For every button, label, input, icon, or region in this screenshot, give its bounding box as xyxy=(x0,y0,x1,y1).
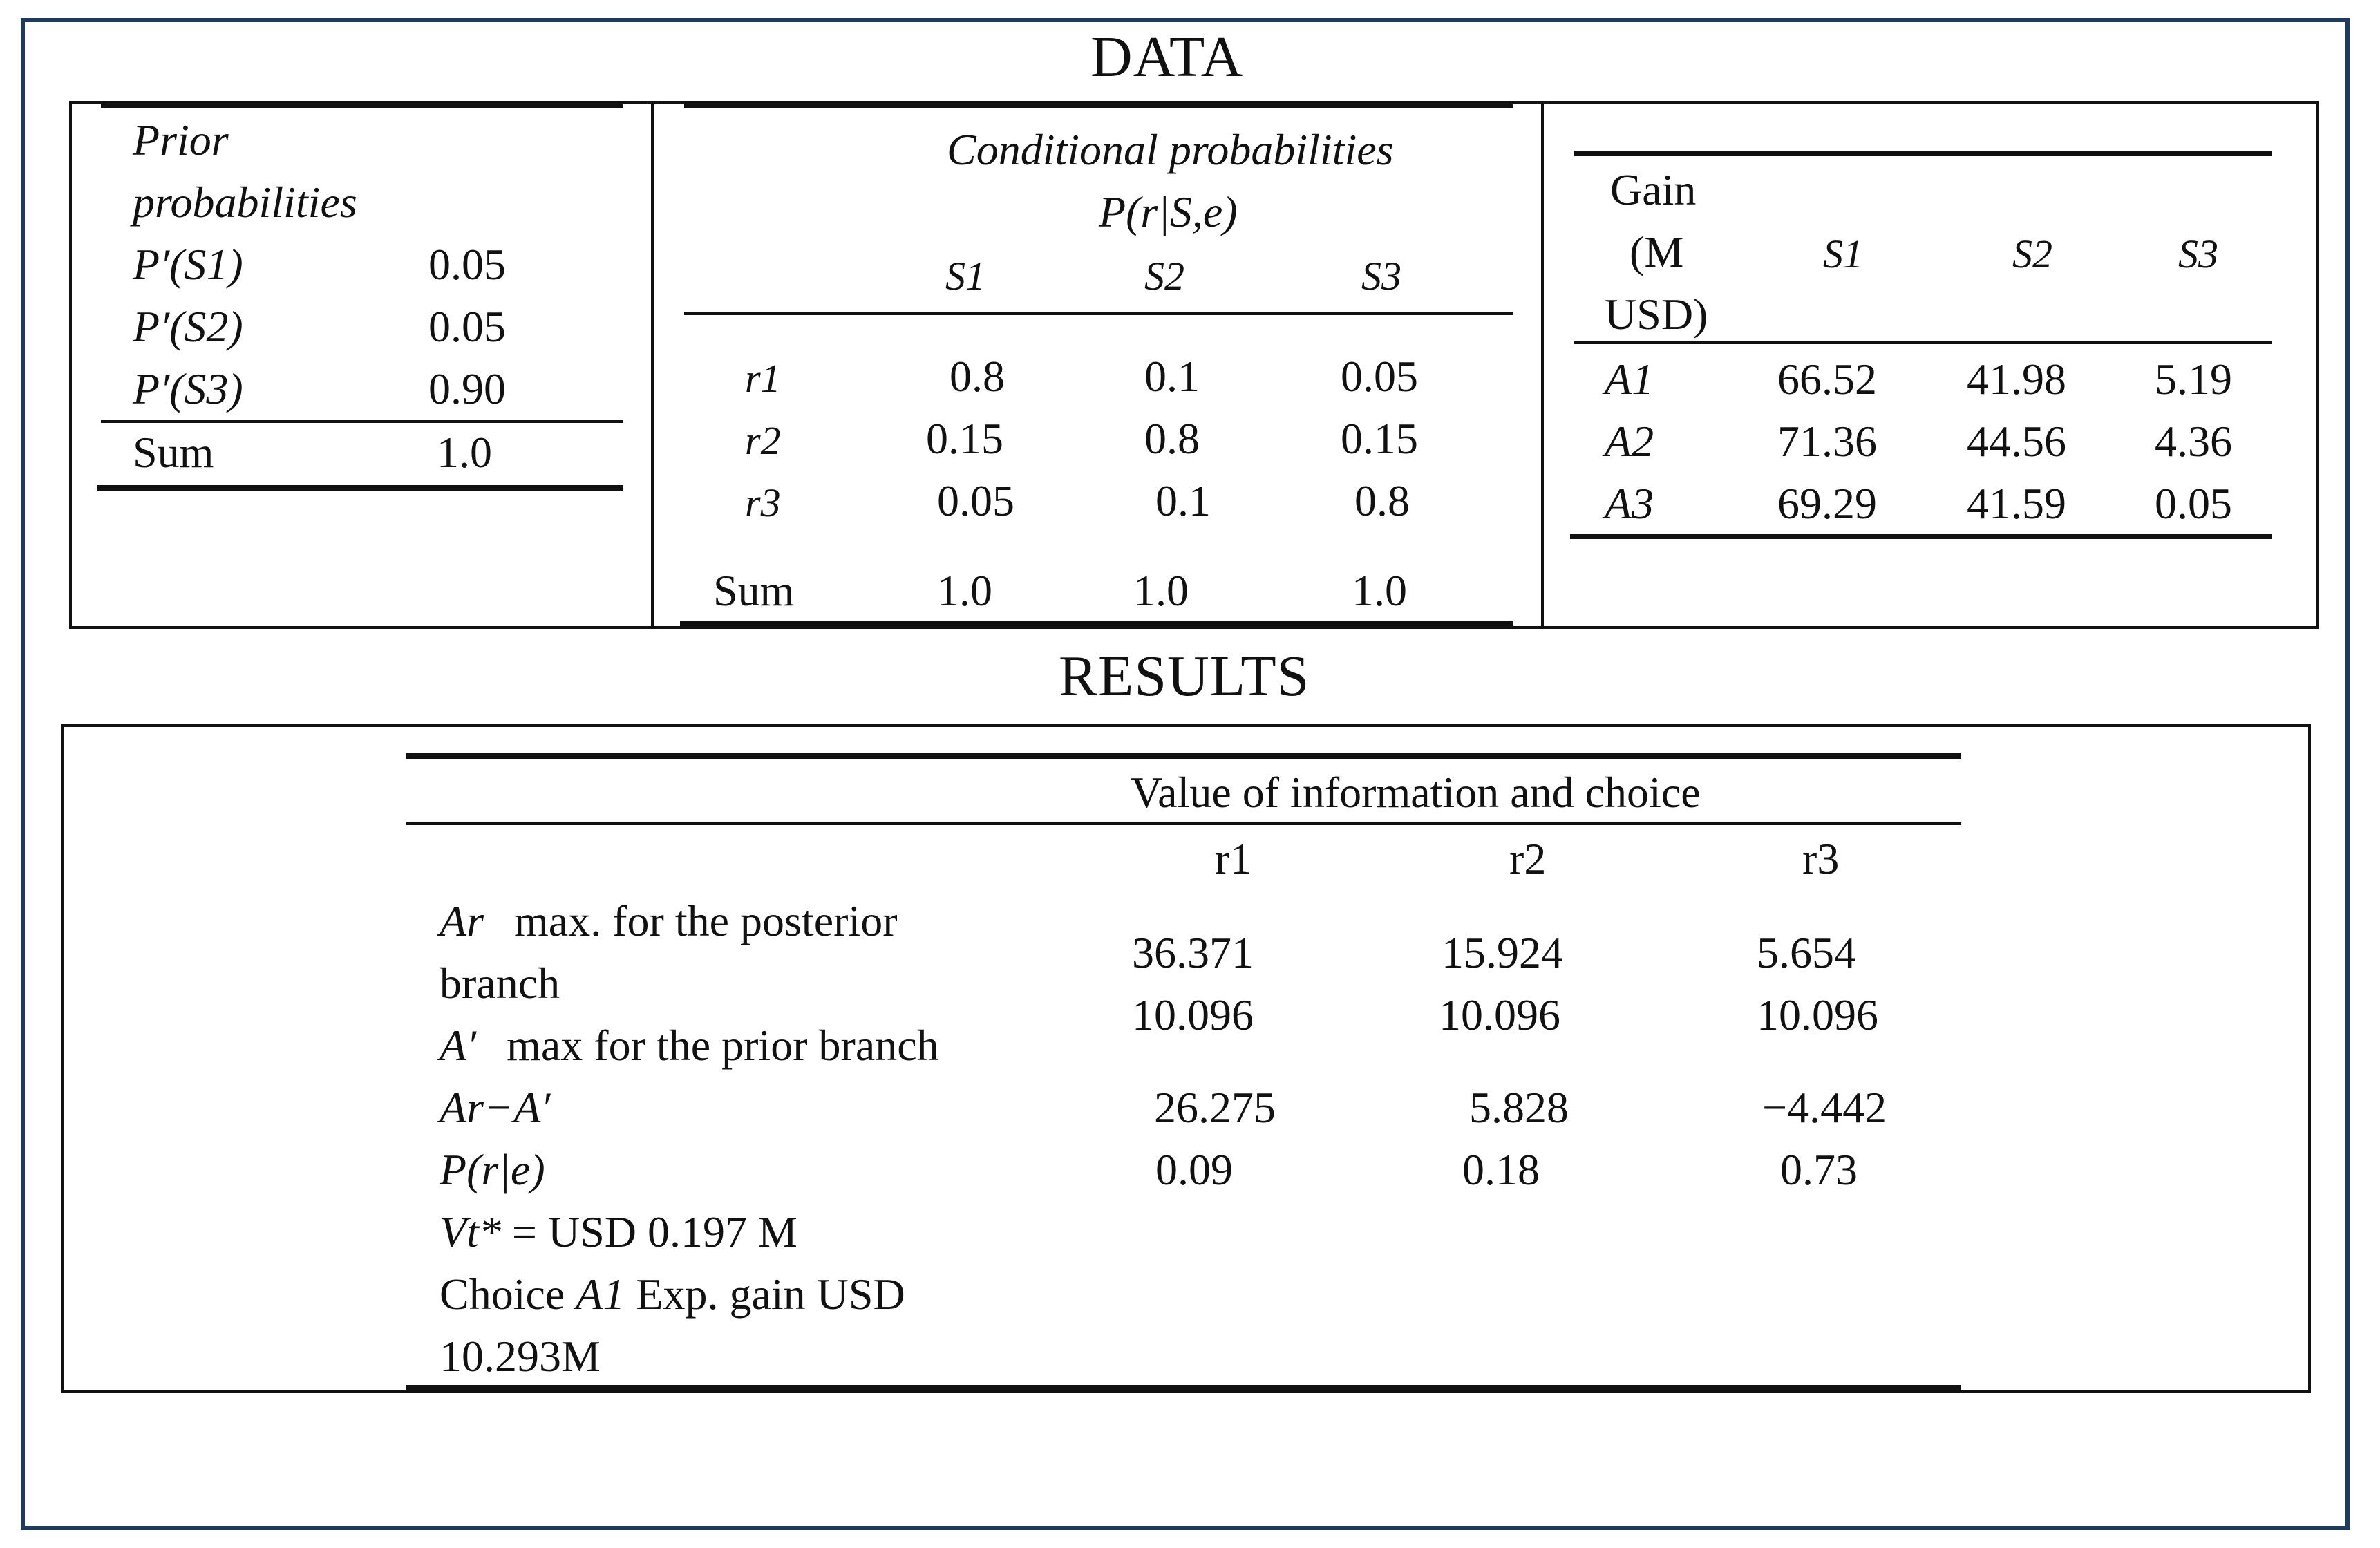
prior-sum-value: 1.0 xyxy=(437,428,492,477)
ar-label xyxy=(440,896,898,947)
prior-row-label: P′(S1) xyxy=(133,240,243,289)
gain-cell: 69.29 xyxy=(1777,479,1877,528)
choice-text1: Choice xyxy=(440,1269,565,1319)
gain-header-line1: Gain xyxy=(1610,165,1697,214)
a-prime-value: 10.096 xyxy=(1439,990,1560,1039)
prior-header-line1: Prior xyxy=(133,115,229,164)
choice-action: A1 xyxy=(576,1269,625,1319)
prior-bottom-rule xyxy=(97,485,623,491)
results-header: Value of information and choice xyxy=(1131,768,1701,817)
gain-col-header: S1 xyxy=(1823,232,1863,276)
gain-header-line2: (M xyxy=(1630,227,1684,276)
data-divider-2 xyxy=(1541,102,1544,627)
results-bottom-rule xyxy=(406,1385,1961,1390)
a-prime-value: 10.096 xyxy=(1757,990,1878,1039)
cond-cell: 0.05 xyxy=(937,476,1014,525)
cond-sum-label: Sum xyxy=(713,566,795,615)
cond-cell: 0.1 xyxy=(1144,352,1200,401)
choice-text2: Exp. gain USD xyxy=(636,1269,905,1319)
prior-sum-label: Sum xyxy=(133,428,214,477)
cond-cell: 0.05 xyxy=(1341,352,1418,401)
diff-label: Ar−A′ xyxy=(440,1083,551,1132)
cond-header-rule xyxy=(684,312,1513,315)
cond-row-label: r3 xyxy=(745,480,781,525)
data-title: DATA xyxy=(1090,25,1244,89)
cond-top-rule xyxy=(684,102,1513,108)
prior-mid-rule xyxy=(101,420,623,423)
a-prime-label xyxy=(440,1020,939,1071)
vt-text: = USD 0.197 M xyxy=(511,1207,797,1256)
cond-cell: 0.15 xyxy=(1341,414,1418,463)
gain-cell: 44.56 xyxy=(1967,417,2066,466)
gain-col-header: S2 xyxy=(2012,232,2052,276)
cond-title-line2: P(r|S,e) xyxy=(1099,187,1238,236)
gain-cell: 66.52 xyxy=(1777,355,1877,404)
ar-value: 5.654 xyxy=(1757,928,1856,977)
vt-symbol: Vt* xyxy=(440,1207,501,1256)
prob-value: 0.09 xyxy=(1155,1145,1233,1194)
cond-sum-cell: 1.0 xyxy=(1133,566,1189,615)
gain-row-label: A2 xyxy=(1605,417,1654,466)
results-header-rule xyxy=(406,822,1961,825)
results-col-header: r3 xyxy=(1802,834,1840,883)
gain-header-rule xyxy=(1574,341,2272,344)
ar-label-symbol: Ar xyxy=(440,896,484,945)
cond-cell: 0.8 xyxy=(1144,414,1200,463)
ar-value: 36.371 xyxy=(1132,928,1254,977)
gain-top-rule xyxy=(1574,151,2272,156)
prior-row-value: 0.90 xyxy=(428,364,506,413)
cond-sum-cell: 1.0 xyxy=(1352,566,1407,615)
results-top-rule xyxy=(406,753,1961,759)
gain-cell: 4.36 xyxy=(2155,417,2232,466)
diff-value: 5.828 xyxy=(1469,1083,1569,1132)
a-prime-text: max for the prior branch xyxy=(507,1021,939,1070)
gain-cell: 71.36 xyxy=(1777,417,1877,466)
prob-label: P(r|e) xyxy=(440,1145,545,1194)
prior-header-line2: probabilities xyxy=(133,178,357,227)
gain-cell: 41.98 xyxy=(1967,355,2066,404)
cond-bottom-rule xyxy=(680,621,1513,626)
diff-value: −4.442 xyxy=(1762,1083,1887,1132)
choice-line2: 10.293M xyxy=(440,1332,601,1381)
choice-line xyxy=(440,1269,905,1320)
results-title: RESULTS xyxy=(1059,644,1310,708)
prior-row-value: 0.05 xyxy=(428,302,506,351)
cond-row-label: r2 xyxy=(745,418,781,463)
gain-col-header: S3 xyxy=(2178,232,2218,276)
gain-cell: 41.59 xyxy=(1967,479,2066,528)
ar-value: 15.924 xyxy=(1442,928,1563,977)
gain-header-line3: USD) xyxy=(1605,290,1708,339)
prior-row-label: P′(S3) xyxy=(133,364,243,413)
cond-cell: 0.15 xyxy=(926,414,1003,463)
prob-value: 0.18 xyxy=(1462,1145,1540,1194)
a-prime-value: 10.096 xyxy=(1132,990,1254,1039)
cond-row-label: r1 xyxy=(745,356,781,401)
results-col-header: r1 xyxy=(1215,834,1252,883)
prob-value: 0.73 xyxy=(1780,1145,1858,1194)
cond-col-header: S1 xyxy=(945,254,985,299)
gain-row-label: A1 xyxy=(1605,355,1654,404)
prior-row-value: 0.05 xyxy=(428,240,506,289)
cond-cell: 0.1 xyxy=(1155,476,1211,525)
cond-cell: 0.8 xyxy=(1354,476,1410,525)
cond-col-header: S3 xyxy=(1361,254,1401,299)
gain-cell: 5.19 xyxy=(2155,355,2232,404)
gain-bottom-rule xyxy=(1570,534,2272,539)
cond-col-header: S2 xyxy=(1144,254,1184,299)
vt-line xyxy=(440,1207,797,1258)
data-divider-1 xyxy=(651,102,654,627)
ar-label-text: max. for the posterior xyxy=(514,896,898,945)
cond-cell: 0.8 xyxy=(950,352,1005,401)
gain-cell: 0.05 xyxy=(2155,479,2232,528)
gain-row-label: A3 xyxy=(1605,479,1654,528)
ar-label-line2: branch xyxy=(440,959,560,1008)
cond-title-line1: Conditional probabilities xyxy=(947,125,1394,174)
results-col-header: r2 xyxy=(1509,834,1547,883)
prior-top-rule xyxy=(101,102,623,108)
cond-sum-cell: 1.0 xyxy=(937,566,992,615)
diff-value: 26.275 xyxy=(1154,1083,1276,1132)
prior-row-label: P′(S2) xyxy=(133,302,243,351)
a-prime-symbol: A′ xyxy=(440,1021,477,1070)
